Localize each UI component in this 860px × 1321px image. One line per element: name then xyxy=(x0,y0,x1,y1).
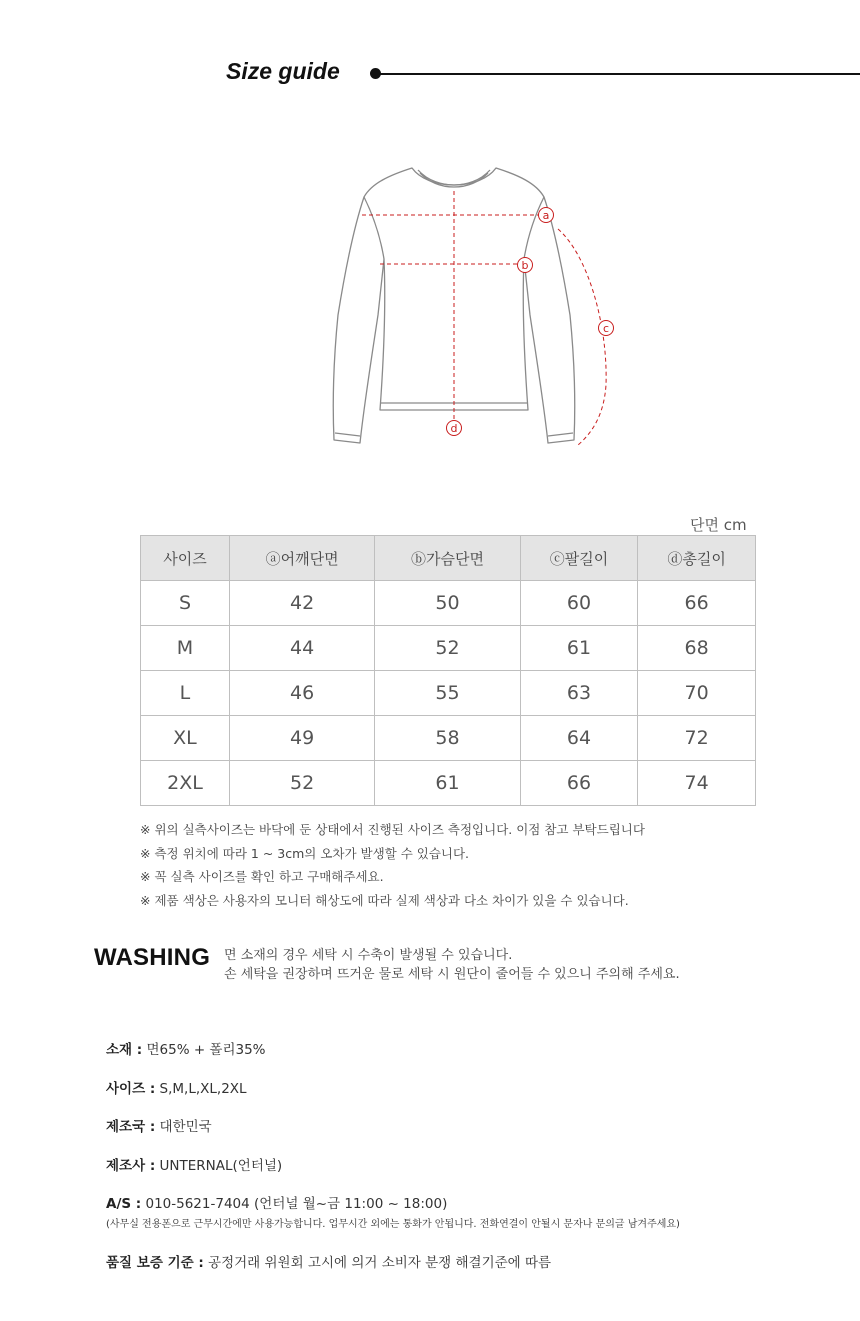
table-cell: 66 xyxy=(520,761,638,806)
table-cell: 63 xyxy=(520,671,638,716)
title-divider-line xyxy=(380,73,860,75)
header-sleeve: ⓒ팔길이 xyxy=(520,536,638,581)
size-table xyxy=(140,535,756,806)
table-cell: 61 xyxy=(520,626,638,671)
header-shoulder: ⓐ어깨단면 xyxy=(229,536,374,581)
table-row xyxy=(141,581,756,626)
table-cell: 52 xyxy=(229,761,374,806)
table-cell: M xyxy=(141,626,230,671)
spec-material xyxy=(106,1038,266,1058)
table-row xyxy=(141,671,756,716)
spec-value: S,M,L,XL,2XL xyxy=(155,1081,247,1097)
header-length: ⓓ총길이 xyxy=(638,536,756,581)
table-cell: 74 xyxy=(638,761,756,806)
spec-label: 사이즈 : xyxy=(106,1081,156,1097)
table-cell: 44 xyxy=(229,626,374,671)
spec-country xyxy=(106,1115,212,1135)
spec-value: 공정거래 위원회 고시에 의거 소비자 분쟁 해결기준에 따름 xyxy=(203,1255,552,1271)
washing-text xyxy=(224,946,680,984)
marker-d: d xyxy=(450,422,458,435)
table-row xyxy=(141,716,756,761)
table-cell: 52 xyxy=(375,626,520,671)
table-cell: 49 xyxy=(229,716,374,761)
spec-value: 010-5621-7404 (언터널 월~금 11:00 ~ 18:00) xyxy=(141,1196,448,1212)
table-cell: 50 xyxy=(375,581,520,626)
marker-c: c xyxy=(602,322,610,335)
table-header-row xyxy=(141,536,756,581)
note-line: ※ 꼭 실측 사이즈를 확인 하고 구매해주세요. xyxy=(140,869,384,884)
measurement-notes xyxy=(140,818,645,912)
washing-line: 면 소재의 경우 세탁 시 수축이 발생될 수 있습니다. xyxy=(224,948,513,963)
table-cell: XL xyxy=(141,716,230,761)
table-cell: 68 xyxy=(638,626,756,671)
spec-value: 대한민국 xyxy=(155,1119,212,1135)
sweater-measurement-diagram xyxy=(320,155,620,470)
note-line: ※ 위의 실측사이즈는 바닥에 둔 상태에서 진행된 사이즈 측정입니다. 이점 참고 부탁드립니다 xyxy=(140,822,645,837)
spec-as-note: (사무실 전용폰으로 근무시간에만 사용가능합니다. 업무시간 외에는 통화가 안됩니다. 전화연결이 안될시 문자나 문의글 남겨주세요) xyxy=(106,1219,680,1230)
sleeve-measure-line xyxy=(558,229,606,445)
table-cell: 72 xyxy=(638,716,756,761)
table-cell: 58 xyxy=(375,716,520,761)
size-guide-title: Size guide xyxy=(226,58,340,84)
table-cell: S xyxy=(141,581,230,626)
marker-a: a xyxy=(542,209,550,222)
washing-title: WASHING xyxy=(94,944,211,971)
spec-label: A/S : xyxy=(106,1196,142,1212)
spec-value: UNTERNAL(언터널) xyxy=(155,1158,283,1174)
table-row xyxy=(141,626,756,671)
note-line: ※ 제품 색상은 사용자의 모니터 해상도에 따라 실제 색상과 다소 차이가 있을 수 있습니다. xyxy=(140,892,629,908)
table-cell: 70 xyxy=(638,671,756,716)
header-chest: ⓑ가슴단면 xyxy=(375,536,520,581)
table-cell: 61 xyxy=(375,761,520,806)
table-cell: 64 xyxy=(520,716,638,761)
spec-maker xyxy=(106,1154,282,1174)
header-size: 사이즈 xyxy=(141,536,230,581)
table-cell: L xyxy=(141,671,230,716)
table-cell: 42 xyxy=(229,581,374,626)
table-cell: 46 xyxy=(229,671,374,716)
unit-note: 단면 cm xyxy=(690,516,747,534)
spec-quality xyxy=(106,1251,551,1271)
measure-markers xyxy=(447,208,614,436)
spec-size xyxy=(106,1077,247,1097)
washing-line: 손 세탁을 권장하며 뜨거운 물로 세탁 시 원단이 줄어들 수 있으니 주의해 주세요. xyxy=(224,967,680,982)
spec-label: 제조국 : xyxy=(106,1119,156,1135)
table-cell: 55 xyxy=(375,671,520,716)
spec-label: 소재 : xyxy=(106,1042,143,1058)
marker-b: b xyxy=(521,259,529,272)
measure-lines xyxy=(362,191,606,445)
table-cell: 66 xyxy=(638,581,756,626)
table-cell: 2XL xyxy=(141,761,230,806)
table-row xyxy=(141,761,756,806)
note-line: ※ 측정 위치에 따라 1 ~ 3cm의 오차가 발생할 수 있습니다. xyxy=(140,845,470,861)
spec-label: 품질 보증 기준 : xyxy=(106,1255,204,1271)
table-cell: 60 xyxy=(520,581,638,626)
spec-as xyxy=(106,1192,447,1212)
spec-value: 면65% + 폴리35% xyxy=(142,1042,266,1058)
spec-label: 제조사 : xyxy=(106,1158,156,1174)
